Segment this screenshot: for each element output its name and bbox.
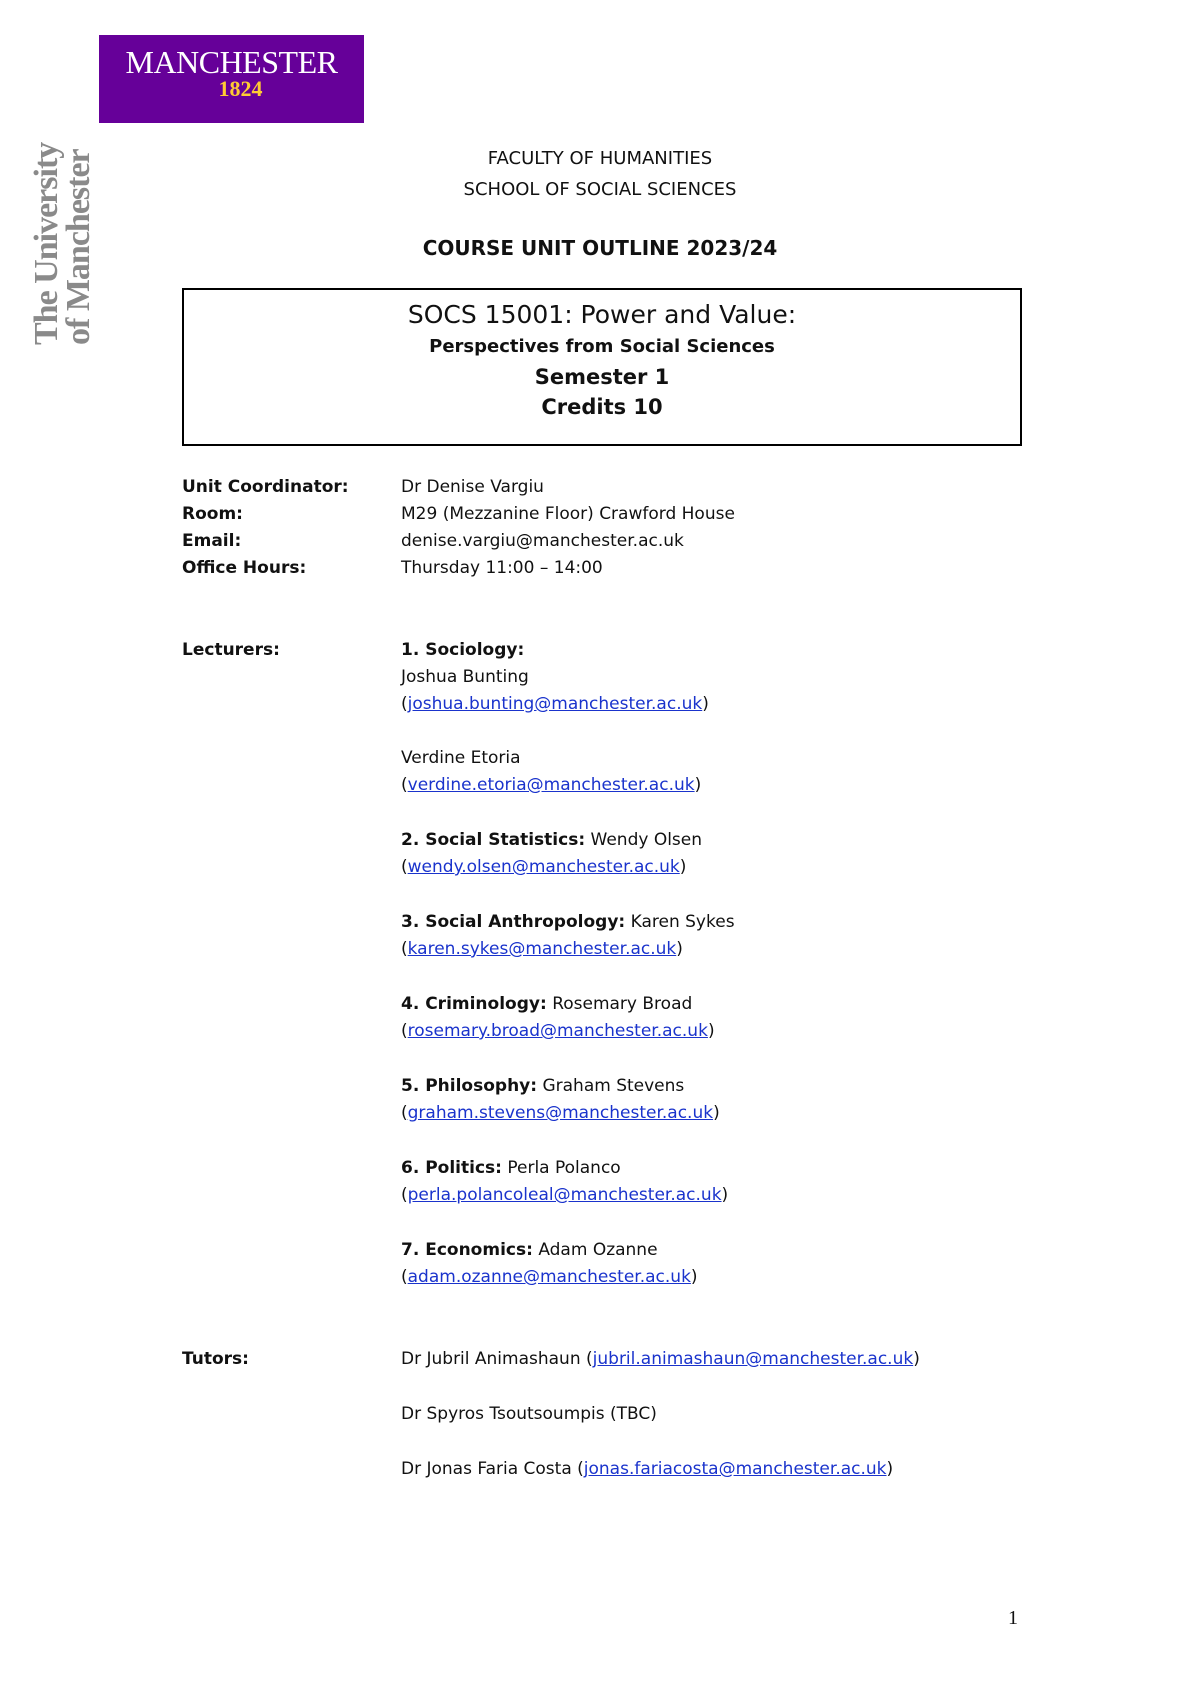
lecturer-5-email-line: (graham.stevens@manchester.ac.uk) <box>401 1103 720 1123</box>
course-semester: Semester 1 <box>534 365 670 389</box>
tutor-3-email-link[interactable]: jonas.fariacosta@manchester.ac.uk <box>583 1459 887 1479</box>
lecturer-6-name: Perla Polanco <box>507 1158 621 1178</box>
tutor-3-line: Dr Jonas Faria Costa (jonas.fariacosta@manchester.ac.uk) <box>401 1459 894 1479</box>
tutors-label: Tutors: <box>182 1349 249 1369</box>
lecturer-4-line <box>401 992 692 1016</box>
lecturer-3-name: Karen Sykes <box>630 912 735 932</box>
lecturer-5-name: Graham Stevens <box>542 1076 685 1096</box>
outline-title: COURSE UNIT OUTLINE 2023/24 <box>422 236 778 260</box>
lecturer-3-email-link[interactable]: karen.sykes@manchester.ac.uk <box>407 939 677 959</box>
lecturer-1b-email-link[interactable]: verdine.etoria@manchester.ac.uk <box>407 775 695 795</box>
lecturer-7-heading: 7. Economics: <box>401 1240 533 1260</box>
email-value: denise.vargiu@manchester.ac.uk <box>401 531 684 551</box>
tutor-2: Dr Spyros Tsoutsoumpis (TBC) <box>401 1404 657 1424</box>
lecturer-6-line <box>401 1156 621 1180</box>
room-label: Room: <box>182 504 243 524</box>
course-title-box <box>182 288 1022 446</box>
lecturer-7-name: Adam Ozanne <box>538 1240 658 1260</box>
lecturer-2-name: Wendy Olsen <box>590 830 703 850</box>
hours-value: Thursday 11:00 – 14:00 <box>401 558 603 578</box>
lecturer-1-email-line: (joshua.bunting@manchester.ac.uk) <box>401 694 709 714</box>
tutor-1-line: Dr Jubril Animashaun (jubril.animashaun@manchester.ac.uk) <box>401 1349 920 1369</box>
lecturer-3-email-line: (karen.sykes@manchester.ac.uk) <box>401 939 683 959</box>
lecturer-6-email-line: (perla.polancoleal@manchester.ac.uk) <box>401 1185 729 1205</box>
tutor-3-name: Dr Jonas Faria Costa <box>401 1459 572 1479</box>
lecturers-label: Lecturers: <box>182 640 280 660</box>
faculty-heading: FACULTY OF HUMANITIES <box>487 148 713 169</box>
lecturer-1b-name: Verdine Etoria <box>401 748 521 768</box>
lecturer-5-line <box>401 1074 684 1098</box>
lecturer-4-email-link[interactable]: rosemary.broad@manchester.ac.uk <box>407 1021 708 1041</box>
tutor-1-name: Dr Jubril Animashaun <box>401 1349 581 1369</box>
lecturer-2-heading: 2. Social Statistics: <box>401 830 586 850</box>
lecturer-4-name: Rosemary Broad <box>552 994 693 1014</box>
lecturer-3-line <box>401 910 735 934</box>
email-label: Email: <box>182 531 242 551</box>
hours-label: Office Hours: <box>182 558 307 578</box>
lecturer-3-heading: 3. Social Anthropology: <box>401 912 626 932</box>
course-credits: Credits 10 <box>541 395 663 419</box>
logo-wordmark: MANCHESTER <box>125 44 338 80</box>
lecturer-1-name: Joshua Bunting <box>401 667 529 687</box>
lecturer-2-line <box>401 828 702 852</box>
lecturer-4-email-line: (rosemary.broad@manchester.ac.uk) <box>401 1021 715 1041</box>
lecturer-5-email-link[interactable]: graham.stevens@manchester.ac.uk <box>407 1103 714 1123</box>
tutor-1-email-link[interactable]: jubril.animashaun@manchester.ac.uk <box>592 1349 914 1369</box>
lecturer-6-heading: 6. Politics: <box>401 1158 502 1178</box>
lecturer-1-email-link[interactable]: joshua.bunting@manchester.ac.uk <box>407 694 703 714</box>
lecturer-4-heading: 4. Criminology: <box>401 994 547 1014</box>
lecturer-1b-email-line: (verdine.etoria@manchester.ac.uk) <box>401 775 702 795</box>
lecturer-1-heading: 1. Sociology: <box>401 640 525 660</box>
room-value: M29 (Mezzanine Floor) Crawford House <box>401 504 735 524</box>
lecturer-7-line <box>401 1238 658 1262</box>
course-code-title: SOCS 15001: Power and Value: <box>407 300 797 329</box>
side-logo-line2: of Manchester <box>60 149 97 345</box>
lecturer-7-email-line: (adam.ozanne@manchester.ac.uk) <box>401 1267 698 1287</box>
lecturer-2-email-line: (wendy.olsen@manchester.ac.uk) <box>401 857 687 877</box>
side-logo-line1: The University <box>28 142 65 345</box>
coordinator-label: Unit Coordinator: <box>182 477 349 497</box>
course-subtitle: Perspectives from Social Sciences <box>429 336 775 357</box>
page-number: 1 <box>1008 1607 1018 1629</box>
coordinator-value: Dr Denise Vargiu <box>401 477 544 497</box>
lecturer-6-email-link[interactable]: perla.polancoleal@manchester.ac.uk <box>407 1185 722 1205</box>
university-logo <box>99 35 364 123</box>
lecturer-2-email-link[interactable]: wendy.olsen@manchester.ac.uk <box>407 857 680 877</box>
lecturer-5-heading: 5. Philosophy: <box>401 1076 538 1096</box>
logo-year: 1824 <box>218 76 263 101</box>
school-heading: SCHOOL OF SOCIAL SCIENCES <box>463 179 737 200</box>
lecturer-7-email-link[interactable]: adam.ozanne@manchester.ac.uk <box>407 1267 691 1287</box>
